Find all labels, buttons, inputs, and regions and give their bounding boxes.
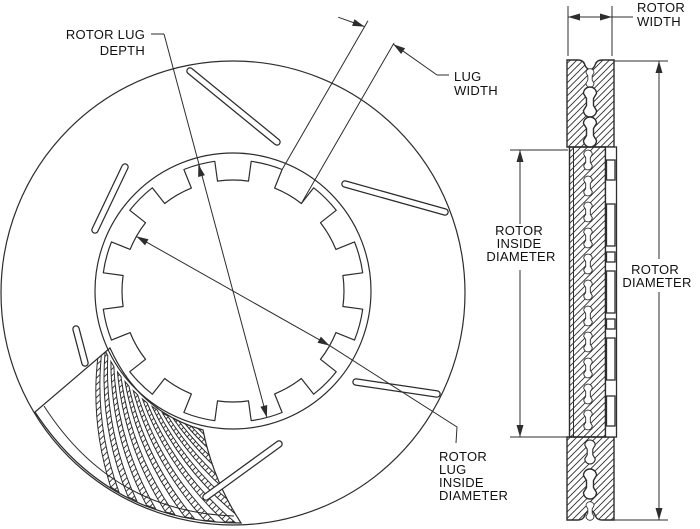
- arrow-down-right: [318, 337, 330, 346]
- rotor-lug-depth-dimension: [151, 34, 267, 418]
- label-line: INSIDE: [439, 475, 484, 490]
- slot-upper-left: [95, 167, 125, 230]
- label-line: LUG: [454, 69, 482, 84]
- slot-top: [190, 71, 277, 142]
- rotor-lug-depth-label: [66, 27, 149, 58]
- label-line: ROTOR: [637, 0, 685, 15]
- label-line: ROTOR: [495, 223, 544, 238]
- rotor-width-dimension: [568, 6, 633, 56]
- label-line: WIDTH: [637, 14, 681, 29]
- vane-strip: [209, 430, 350, 495]
- arrow-up-left: [198, 165, 205, 178]
- label-line: INSIDE: [496, 236, 542, 251]
- label-line: ROTOR LUG: [65, 27, 146, 42]
- label-line: DEPTH: [99, 43, 145, 58]
- rotor-inside-diameter-dimension: [510, 150, 568, 437]
- slot-lower-left: [76, 329, 85, 363]
- arrow-down: [656, 508, 663, 520]
- cutaway-wedge: [35, 339, 350, 523]
- lug-width-callout: [282, 17, 449, 203]
- rotor-width-label: [637, 0, 689, 29]
- arrow-right: [600, 14, 612, 21]
- rotor-diameter-dimension: [614, 61, 668, 520]
- label-line: ROTOR: [439, 449, 487, 464]
- rotor-diameter-label: [622, 262, 691, 290]
- label-line: WIDTH: [454, 83, 498, 98]
- slot-bottom: [206, 444, 279, 497]
- lug-width-label: [454, 69, 498, 98]
- arrow-up-left: [136, 236, 148, 245]
- label-line: ROTOR: [631, 262, 680, 277]
- arrow-down-right: [260, 405, 267, 418]
- arrow-up-left: [393, 44, 405, 54]
- slot-upper-right: [345, 184, 445, 212]
- label-line: LUG: [439, 462, 467, 477]
- arrow-down: [517, 425, 524, 437]
- label-line: DIAMETER: [439, 488, 509, 503]
- rotor-inside-diameter-label: [486, 223, 555, 264]
- arrow-up: [656, 61, 663, 73]
- arrow-down-right: [352, 19, 365, 26]
- arrow-left: [568, 14, 580, 21]
- section-view: [486, 0, 691, 520]
- rotor-lug-inside-diameter-label: [439, 449, 508, 503]
- front-view: [1, 17, 508, 525]
- arrow-up: [517, 150, 524, 162]
- label-line: DIAMETER: [622, 275, 692, 290]
- label-line: DIAMETER: [486, 249, 556, 264]
